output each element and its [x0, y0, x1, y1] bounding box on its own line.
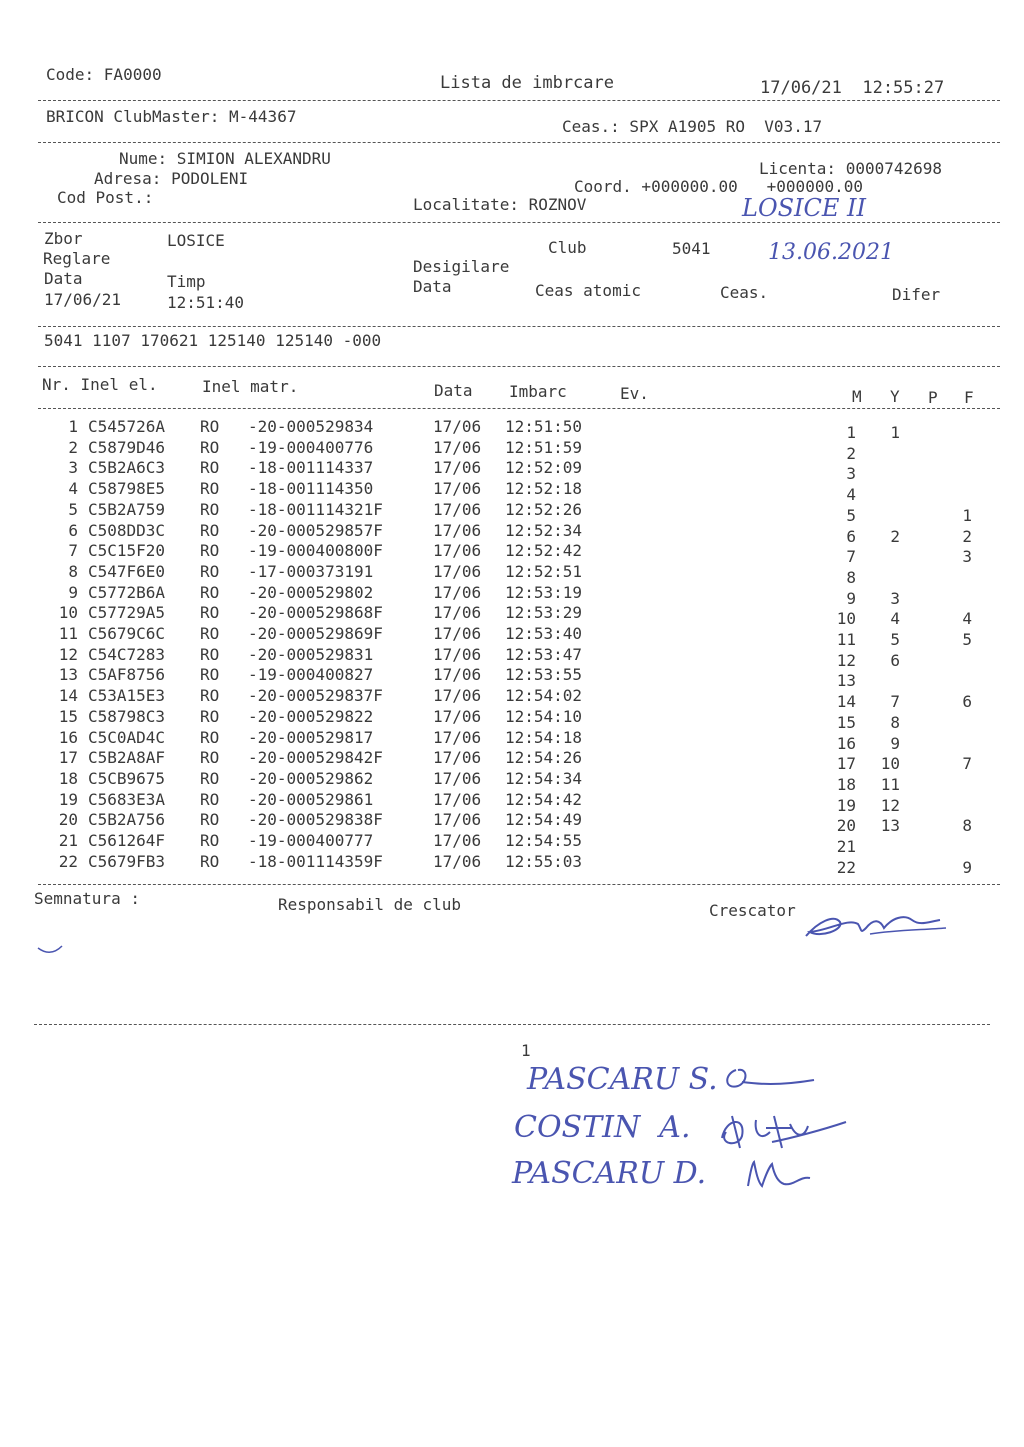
- ring-number: -20-000529817: [248, 727, 374, 747]
- rank-y: 8: [890, 712, 900, 732]
- data-label: Data: [44, 269, 83, 288]
- rank-y: 4: [890, 609, 900, 629]
- table-row: [44, 665, 984, 691]
- arrival-date: 17/06: [433, 582, 482, 602]
- table-row: [44, 727, 984, 753]
- rank-y: 10: [880, 754, 900, 774]
- arrival-date: 17/06: [433, 603, 482, 623]
- rank-m: 9: [846, 588, 856, 608]
- form-code: Code: FA0000: [46, 65, 162, 84]
- electronic-ring: C58798C3: [88, 706, 166, 726]
- timp-label: Timp: [167, 272, 206, 291]
- row-number: 1: [68, 417, 78, 436]
- country-code: RO: [200, 499, 220, 519]
- electronic-ring: C57729A5: [88, 603, 166, 623]
- col-header-nr-inel-el: Nr. Inel el.: [42, 375, 158, 394]
- rank-y: 3: [890, 588, 900, 608]
- electronic-ring: C5B2A8AF: [88, 748, 166, 768]
- difference-label: Difer: [892, 285, 941, 304]
- col-header-ev: Ev.: [620, 384, 649, 403]
- row-number: 19: [58, 789, 78, 809]
- rank-m: 14: [836, 692, 856, 712]
- arrival-time: 12:53:40: [505, 624, 583, 643]
- electronic-ring: C5CB9675: [88, 768, 166, 788]
- ring-number: -20-000529838F: [248, 810, 383, 830]
- rank-y: 7: [890, 692, 900, 712]
- country-code: RO: [200, 437, 220, 457]
- device-id: BRICON ClubMaster: M-44367: [46, 107, 297, 126]
- rank-m: 12: [836, 650, 856, 670]
- signature-2: [712, 1108, 852, 1156]
- rank-y: 12: [880, 795, 900, 815]
- rank-f: 1: [962, 505, 972, 525]
- table-row: [44, 851, 984, 877]
- electronic-ring: C5B2A759: [88, 499, 166, 519]
- arrival-time: 12:52:51: [505, 561, 583, 581]
- row-number: 21: [58, 831, 78, 850]
- desigilare-label: Desigilare: [413, 257, 510, 276]
- ring-number: -20-000529831: [248, 644, 374, 664]
- row-number: 14: [58, 686, 78, 706]
- row-number: 7: [68, 541, 78, 561]
- rank-f: 9: [962, 857, 972, 877]
- row-number: 8: [68, 561, 78, 581]
- arrival-date: 17/06: [433, 831, 482, 850]
- ring-number: -20-000529834: [248, 417, 374, 436]
- ring-number: -20-000529868F: [248, 603, 383, 623]
- signature-3: [740, 1156, 820, 1196]
- arrival-time: 12:54:26: [505, 748, 583, 768]
- ring-number: -20-000529857F: [248, 520, 383, 540]
- divider: [38, 326, 1000, 327]
- col-header-inel-matr: Inel matr.: [202, 377, 299, 396]
- rank-f: 8: [962, 816, 972, 836]
- country-code: RO: [200, 541, 220, 561]
- desigilare-data-label: Data: [413, 277, 452, 296]
- electronic-ring: C5683E3A: [88, 789, 166, 809]
- electronic-ring: C508DD3C: [88, 520, 166, 540]
- row-number: 16: [58, 727, 78, 747]
- rank-m: 3: [846, 464, 856, 484]
- rank-y: 9: [890, 733, 900, 753]
- country-code: RO: [200, 624, 220, 643]
- electronic-ring: C5879D46: [88, 437, 166, 457]
- arrival-date: 17/06: [433, 665, 482, 685]
- rank-f: 3: [962, 547, 972, 567]
- ring-number: -18-001114337: [248, 458, 374, 478]
- rank-f: 6: [962, 692, 972, 712]
- handwritten-race-name: LOSICE II: [742, 194, 867, 222]
- row-number: 15: [58, 706, 78, 726]
- flight-code-line: 5041 1107 170621 125140 125140 -000: [44, 331, 382, 350]
- country-code: RO: [200, 665, 220, 685]
- table-row: [44, 831, 984, 856]
- row-number: 12: [58, 644, 78, 664]
- ring-number: -20-000529822: [248, 706, 374, 726]
- row-number: 2: [68, 437, 78, 457]
- rank-y: 1: [890, 423, 900, 442]
- arrival-date: 17/06: [433, 437, 482, 457]
- arrival-time: 12:53:47: [505, 644, 583, 664]
- ink-mark: [36, 944, 66, 956]
- row-number: 9: [68, 582, 78, 602]
- ring-number: -18-001114359F: [248, 851, 383, 871]
- rank-f: 5: [962, 630, 972, 649]
- country-code: RO: [200, 727, 220, 747]
- club-label: Club: [548, 238, 587, 257]
- country-code: RO: [200, 603, 220, 623]
- rank-y: 5: [890, 630, 900, 649]
- col-header-y: Y: [890, 387, 900, 406]
- table-row: [44, 417, 984, 442]
- table-row: [44, 624, 984, 649]
- ring-number: -20-000529862: [248, 768, 374, 788]
- electronic-ring: C53A15E3: [88, 686, 166, 706]
- rank-y: 11: [880, 774, 900, 794]
- country-code: RO: [200, 417, 220, 436]
- row-number: 13: [58, 665, 78, 685]
- table-row: [44, 582, 984, 608]
- ring-number: -20-000529869F: [248, 624, 383, 643]
- ring-number: -19-000400776: [248, 437, 374, 457]
- owner-postcode: Cod Post.:: [57, 188, 154, 207]
- country-code: RO: [200, 831, 220, 850]
- col-header-imbarc: Imbarc: [509, 382, 567, 401]
- rank-m: 18: [836, 774, 856, 794]
- table-row: [44, 479, 984, 505]
- arrival-date: 17/06: [433, 458, 482, 478]
- rank-m: 19: [836, 795, 856, 815]
- arrival-date: 17/06: [433, 479, 482, 499]
- owner-address: Adresa: PODOLENI: [94, 169, 249, 188]
- country-code: RO: [200, 748, 220, 768]
- clock-label: Ceas.: [720, 283, 769, 302]
- table-row: [44, 541, 984, 567]
- arrival-time: 12:52:34: [505, 520, 583, 540]
- divider: [38, 408, 1000, 409]
- rank-y: 6: [890, 650, 900, 670]
- arrival-date: 17/06: [433, 789, 482, 809]
- electronic-ring: C58798E5: [88, 479, 166, 499]
- reglare-time: 12:51:40: [167, 293, 245, 312]
- rank-m: 15: [836, 712, 856, 732]
- divider: [38, 222, 1000, 223]
- arrival-time: 12:54:42: [505, 789, 583, 809]
- row-number: 10: [58, 603, 78, 623]
- country-code: RO: [200, 851, 220, 871]
- country-code: RO: [200, 582, 220, 602]
- arrival-date: 17/06: [433, 624, 482, 643]
- rank-m: 13: [836, 671, 856, 691]
- arrival-time: 12:54:18: [505, 727, 583, 747]
- row-number: 11: [58, 624, 78, 643]
- breeder-label: Crescator: [709, 901, 796, 920]
- divider: [38, 100, 1000, 101]
- ring-number: -18-001114350: [248, 479, 374, 499]
- arrival-date: 17/06: [433, 541, 482, 561]
- electronic-ring: C545726A: [88, 417, 166, 436]
- signature-1: [718, 1060, 828, 1100]
- reglare-date: 17/06/21: [44, 290, 122, 309]
- row-number: 20: [58, 810, 78, 830]
- country-code: RO: [200, 520, 220, 540]
- arrival-date: 17/06: [433, 644, 482, 664]
- electronic-ring: C5B2A756: [88, 810, 166, 830]
- rank-m: 21: [836, 837, 856, 856]
- country-code: RO: [200, 706, 220, 726]
- electronic-ring: C5C0AD4C: [88, 727, 166, 747]
- ring-number: -20-000529861: [248, 789, 374, 809]
- rank-m: 10: [836, 609, 856, 629]
- country-code: RO: [200, 644, 220, 664]
- divider: [38, 366, 1000, 367]
- rank-m: 6: [846, 526, 856, 546]
- ring-number: -20-000529802: [248, 582, 374, 602]
- country-code: RO: [200, 789, 220, 809]
- handwritten-name-1: PASCARU S.: [527, 1062, 718, 1097]
- owner-coordinates: Coord. +000000.00 +000000.00: [574, 177, 863, 196]
- col-header-p: P: [928, 388, 938, 407]
- arrival-time: 12:53:29: [505, 603, 583, 623]
- col-header-data: Data: [434, 381, 473, 400]
- rank-m: 17: [836, 754, 856, 774]
- country-code: RO: [200, 561, 220, 581]
- arrival-time: 12:52:18: [505, 479, 583, 499]
- row-number: 3: [68, 458, 78, 478]
- country-code: RO: [200, 810, 220, 830]
- table-row: [44, 561, 984, 587]
- electronic-ring: C547F6E0: [88, 561, 166, 581]
- arrival-time: 12:54:34: [505, 768, 583, 788]
- arrival-time: 12:52:42: [505, 541, 583, 561]
- table-row: [44, 458, 984, 484]
- table-row: [44, 437, 984, 463]
- table-row: [44, 706, 984, 732]
- row-number: 22: [58, 851, 78, 871]
- rank-f: 7: [962, 754, 972, 774]
- flight-label: Zbor: [44, 229, 83, 248]
- rank-m: 8: [846, 567, 856, 587]
- atomic-clock-label: Ceas atomic: [535, 281, 641, 300]
- breeder-signature: [800, 900, 950, 945]
- rank-m: 2: [846, 443, 856, 463]
- signature-label: Semnatura :: [34, 889, 140, 908]
- table-row: [44, 686, 984, 712]
- page-number: 1: [521, 1041, 531, 1060]
- electronic-ring: C561264F: [88, 831, 166, 850]
- arrival-time: 12:51:50: [505, 417, 583, 436]
- arrival-date: 17/06: [433, 810, 482, 830]
- rank-m: 7: [846, 547, 856, 567]
- arrival-date: 17/06: [433, 768, 482, 788]
- table-row: [44, 748, 984, 774]
- rank-m: 20: [836, 816, 856, 836]
- electronic-ring: C5C15F20: [88, 541, 166, 561]
- rank-y: 13: [880, 816, 900, 836]
- col-header-m: M: [852, 387, 862, 406]
- handwritten-name-2: COSTIN A.: [514, 1110, 691, 1145]
- owner-locality: Localitate: ROZNOV: [413, 195, 587, 214]
- arrival-time: 12:51:59: [505, 437, 583, 457]
- rank-f: 4: [962, 609, 972, 629]
- arrival-time: 12:54:10: [505, 706, 583, 726]
- table-row: [44, 789, 984, 815]
- electronic-ring: C5772B6A: [88, 582, 166, 602]
- arrival-date: 17/06: [433, 499, 482, 519]
- arrival-time: 12:52:26: [505, 499, 583, 519]
- ring-number: -20-000529837F: [248, 686, 383, 706]
- handwritten-name-3: PASCARU D.: [512, 1156, 707, 1191]
- rank-m: 11: [836, 630, 856, 649]
- ring-number: -19-000400800F: [248, 541, 383, 561]
- table-row: [44, 520, 984, 546]
- row-number: 17: [58, 748, 78, 768]
- flight-name: LOSICE: [167, 231, 225, 250]
- arrival-date: 17/06: [433, 748, 482, 768]
- owner-license: Licenta: 0000742698: [759, 159, 943, 178]
- row-number: 5: [68, 499, 78, 519]
- rank-m: 1: [846, 423, 856, 442]
- club-responsible-label: Responsabil de club: [278, 895, 462, 914]
- rank-m: 4: [846, 485, 856, 505]
- row-number: 18: [58, 768, 78, 788]
- electronic-ring: C5679C6C: [88, 624, 166, 643]
- divider: [38, 884, 1000, 885]
- table-row: [44, 644, 984, 670]
- arrival-time: 12:55:03: [505, 851, 583, 871]
- ring-number: -18-001114321F: [248, 499, 383, 519]
- handwritten-race-date: 13.06.2021: [768, 240, 894, 265]
- reglare-label: Reglare: [43, 249, 111, 268]
- electronic-ring: C54C7283: [88, 644, 166, 664]
- owner-name: Nume: SIMION ALEXANDRU: [119, 149, 331, 168]
- club-number: 5041: [672, 239, 711, 258]
- arrival-date: 17/06: [433, 706, 482, 726]
- rank-m: 22: [836, 857, 856, 877]
- rank-m: 16: [836, 733, 856, 753]
- arrival-time: 12:53:19: [505, 582, 583, 602]
- table-row: [44, 603, 984, 629]
- rank-y: 2: [890, 526, 900, 546]
- ring-number: -17-000373191: [248, 561, 374, 581]
- table-row: [44, 499, 984, 525]
- arrival-date: 17/06: [433, 561, 482, 581]
- arrival-time: 12:54:49: [505, 810, 583, 830]
- table-row: [44, 810, 984, 836]
- country-code: RO: [200, 686, 220, 706]
- clock-id: Ceas.: SPX A1905 RO V03.17: [562, 117, 823, 136]
- rank-f: 2: [962, 526, 972, 546]
- table-row: [44, 768, 984, 794]
- row-number: 4: [68, 479, 78, 499]
- country-code: RO: [200, 768, 220, 788]
- document-title: Lista de imbrcare: [440, 73, 614, 93]
- electronic-ring: C5AF8756: [88, 665, 166, 685]
- arrival-time: 12:52:09: [505, 458, 583, 478]
- divider: [38, 142, 1000, 143]
- ring-number: -19-000400777: [248, 831, 374, 850]
- country-code: RO: [200, 479, 220, 499]
- electronic-ring: C5679FB3: [88, 851, 166, 871]
- arrival-date: 17/06: [433, 727, 482, 747]
- ring-number: -19-000400827: [248, 665, 374, 685]
- divider: [34, 1024, 990, 1025]
- row-number: 6: [68, 520, 78, 540]
- country-code: RO: [200, 458, 220, 478]
- rank-m: 5: [846, 505, 856, 525]
- print-datetime: 17/06/21 12:55:27: [760, 78, 945, 98]
- arrival-time: 12:54:55: [505, 831, 583, 850]
- arrival-date: 17/06: [433, 520, 482, 540]
- arrival-time: 12:53:55: [505, 665, 583, 685]
- ring-number: -20-000529842F: [248, 748, 383, 768]
- arrival-date: 17/06: [433, 417, 482, 436]
- arrival-time: 12:54:02: [505, 686, 583, 706]
- arrival-date: 17/06: [433, 686, 482, 706]
- col-header-f: F: [964, 388, 974, 407]
- electronic-ring: C5B2A6C3: [88, 458, 166, 478]
- arrival-date: 17/06: [433, 851, 482, 871]
